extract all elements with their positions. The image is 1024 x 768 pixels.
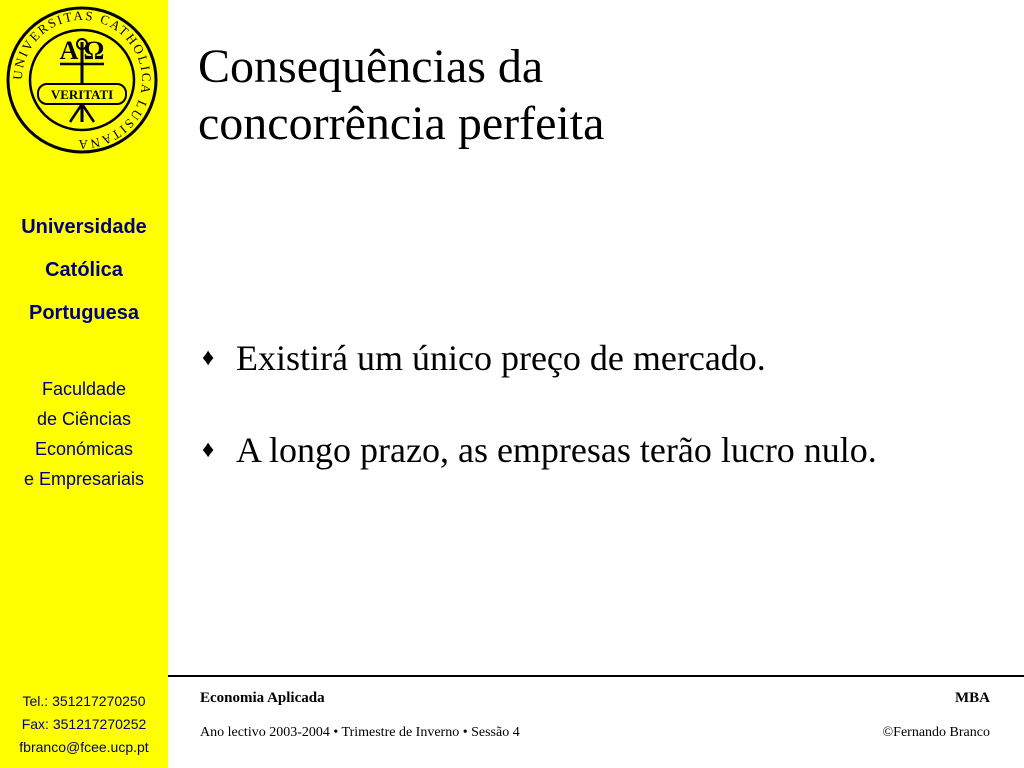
diamond-bullet-icon: ♦ (202, 437, 215, 463)
faculty-line: Faculdade (41, 379, 127, 399)
slide-title-line: Consequências da (198, 40, 544, 93)
contact-fax: Fax: 351217270252 (21, 716, 147, 732)
footer-course: Economia Aplicada (200, 690, 325, 706)
contact-tel: Tel.: 351217270250 (22, 693, 146, 709)
diamond-bullet-icon: ♦ (202, 345, 215, 371)
sidebar (0, 0, 168, 768)
faculty-line: de Ciências (36, 409, 132, 429)
contact-email: fbranco@fcee.ucp.pt (19, 739, 149, 755)
footer-author: ©Fernando Branco (882, 725, 990, 740)
seal-ring-text: UNIVERSITAS CATHOLICA LUSITANA (9, 7, 155, 153)
bullet-list (202, 334, 1002, 518)
university-line: Portuguesa (28, 302, 140, 324)
bullet-text: A longo prazo, as empresas terão lucro nulo. (236, 430, 877, 470)
university-line: Universidade (21, 216, 147, 238)
slide-title (198, 38, 998, 152)
bullet-item (202, 334, 1002, 382)
footer-session: Ano lectivo 2003-2004 • Trimestre de Inverno • Sessão 4 (200, 725, 520, 740)
contact-info (0, 690, 168, 759)
footer-divider (168, 675, 1024, 677)
seal-band-text: VERITATI (50, 87, 114, 102)
faculty-line: Económicas (34, 439, 134, 459)
slide-title-line: concorrência perfeita (198, 97, 605, 150)
bullet-text: Existirá um único preço de mercado. (236, 338, 766, 378)
university-seal-logo (4, 4, 160, 156)
faculty-line: e Empresariais (23, 469, 145, 489)
university-name (0, 206, 168, 335)
bullet-item (202, 426, 1002, 474)
seal-alpha-omega: A Ω (59, 36, 105, 65)
university-line: Católica (45, 259, 123, 281)
footer-program: MBA (955, 690, 990, 706)
faculty-name (0, 374, 168, 494)
